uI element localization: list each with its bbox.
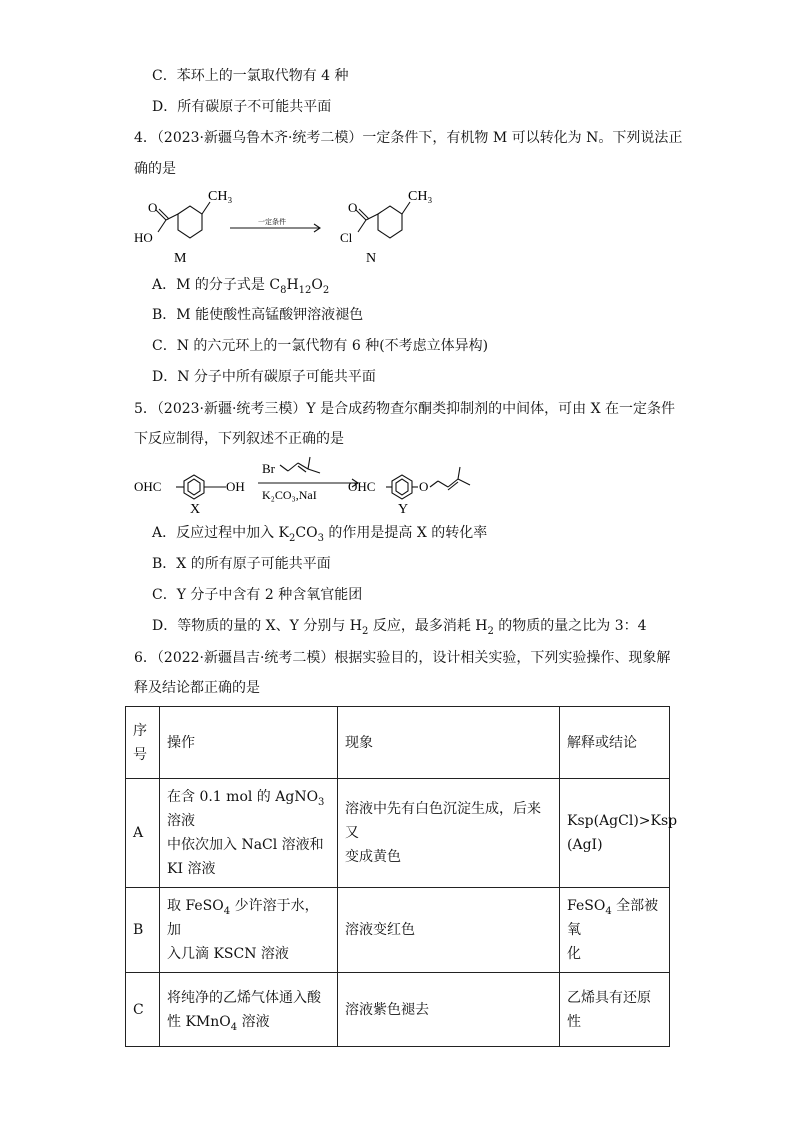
x-hydroxyl-label: OH [226,479,245,494]
experiment-table [125,706,678,1047]
arrow-condition: 一定条件 [258,218,286,226]
q4-option-c: C．N 的六元环上的一氯代物有 6 种(不考虑立体异构) [152,338,489,354]
q6-stem-line2: 释及结论都正确的是 [134,680,260,696]
q4-stem-line2: 确的是 [134,161,176,177]
row-phenomenon: 溶液中先有白色沉淀生成，后来又 变成黄色 [338,779,560,888]
row-conclusion: FeSO$_4$ 全部被氧 化 [560,888,670,973]
q5-option-a: A．反应过程中加入 $K_2CO_3$ 的作用是提高 X 的转化率 [152,525,488,544]
q4-option-d: D．N 分子中所有碳原子可能共平面 [152,369,376,385]
q4-stem-line1: 4．（2023·新疆乌鲁木齐·统考二模）一定条件下，有机物 M 可以转化为 N。下列说法正 [134,130,683,146]
row-operation: 在含 0.1 mol 的 AgNO$_3$溶液 中依次加入 NaCl 溶液和 KI 溶液 [160,779,338,888]
row-conclusion: 乙烯具有还原 性 [560,973,670,1047]
q4-option-a: A．M 的分子式是 $C_8H_{12}O_2$ [152,277,330,296]
y-aldehyde-label: OHC [348,479,376,494]
row-id: A [126,779,160,888]
q5-stem-line2: 下反应制得，下列叙述不正确的是 [134,431,344,447]
q5-option-d: D．等物质的量的 X、Y 分别与 $H_2$ 反应，最多消耗 $H_2$ 的物质的量之比为 3：4 [152,618,647,637]
n-ch3-label: CH₃ [408,189,433,204]
reaction-conditions: K₂CO₃,NaI [262,488,317,502]
q5-reaction-scheme [130,453,530,515]
x-aldehyde-label: OHC [134,479,162,494]
row-conclusion: Ksp(AgCl)>Ksp (AgI) [560,779,670,888]
n-chloro-label: Cl [340,230,353,245]
q5-stem-line1: 5．（2023·新疆·统考三模）Y 是合成药物查尔酮类抑制剂的中间体，可由 X 在一定条件 [134,401,675,417]
y-label: Y [398,502,409,515]
table-row [126,888,670,973]
q4-reaction-scheme [130,180,450,270]
row-id: B [126,888,160,973]
header-seq: 序 号 [126,707,160,779]
m-hydroxyl-label: HO [134,230,153,245]
table-row [126,779,670,888]
row-phenomenon: 溶液变红色 [338,888,560,973]
header-operation: 操作 [160,707,338,779]
m-label: M [174,251,187,266]
q3-option-d: D．所有碳原子不可能共平面 [152,99,332,115]
row-phenomenon: 溶液紫色褪去 [338,973,560,1047]
x-label: X [190,502,201,515]
table-row [126,973,670,1047]
m-ch3-label: CH₃ [208,189,233,204]
m-carbonyl-o: O [148,200,158,215]
table-header-row [126,707,670,779]
header-conclusion: 解释或结论 [560,707,670,779]
q3-option-c: C．苯环上的一氯取代物有 4 种 [152,68,349,84]
q4-option-b: B．M 能使酸性高锰酸钾溶液褪色 [152,307,364,323]
q6-stem-line1: 6．（2022·新疆昌吉·统考二模）根据实验目的，设计相关实验，下列实验操作、现象解 [134,650,671,666]
row-operation: 取 FeSO$_4$ 少许溶于水，加 入几滴 KSCN 溶液 [160,888,338,973]
n-carbonyl-o: O [348,200,358,215]
header-phenomenon: 现象 [338,707,560,779]
row-operation: 将纯净的乙烯气体通入酸 性 KMnO$_4$ 溶液 [160,973,338,1047]
q5-option-c: C．Y 分子中含有 2 种含氧官能团 [152,587,363,603]
bromo-label: Br [262,461,275,476]
row-id: C [126,973,160,1047]
y-ether-o: O [419,479,429,494]
n-label: N [366,251,377,266]
q5-option-b: B．X 的所有原子可能共平面 [152,556,331,572]
